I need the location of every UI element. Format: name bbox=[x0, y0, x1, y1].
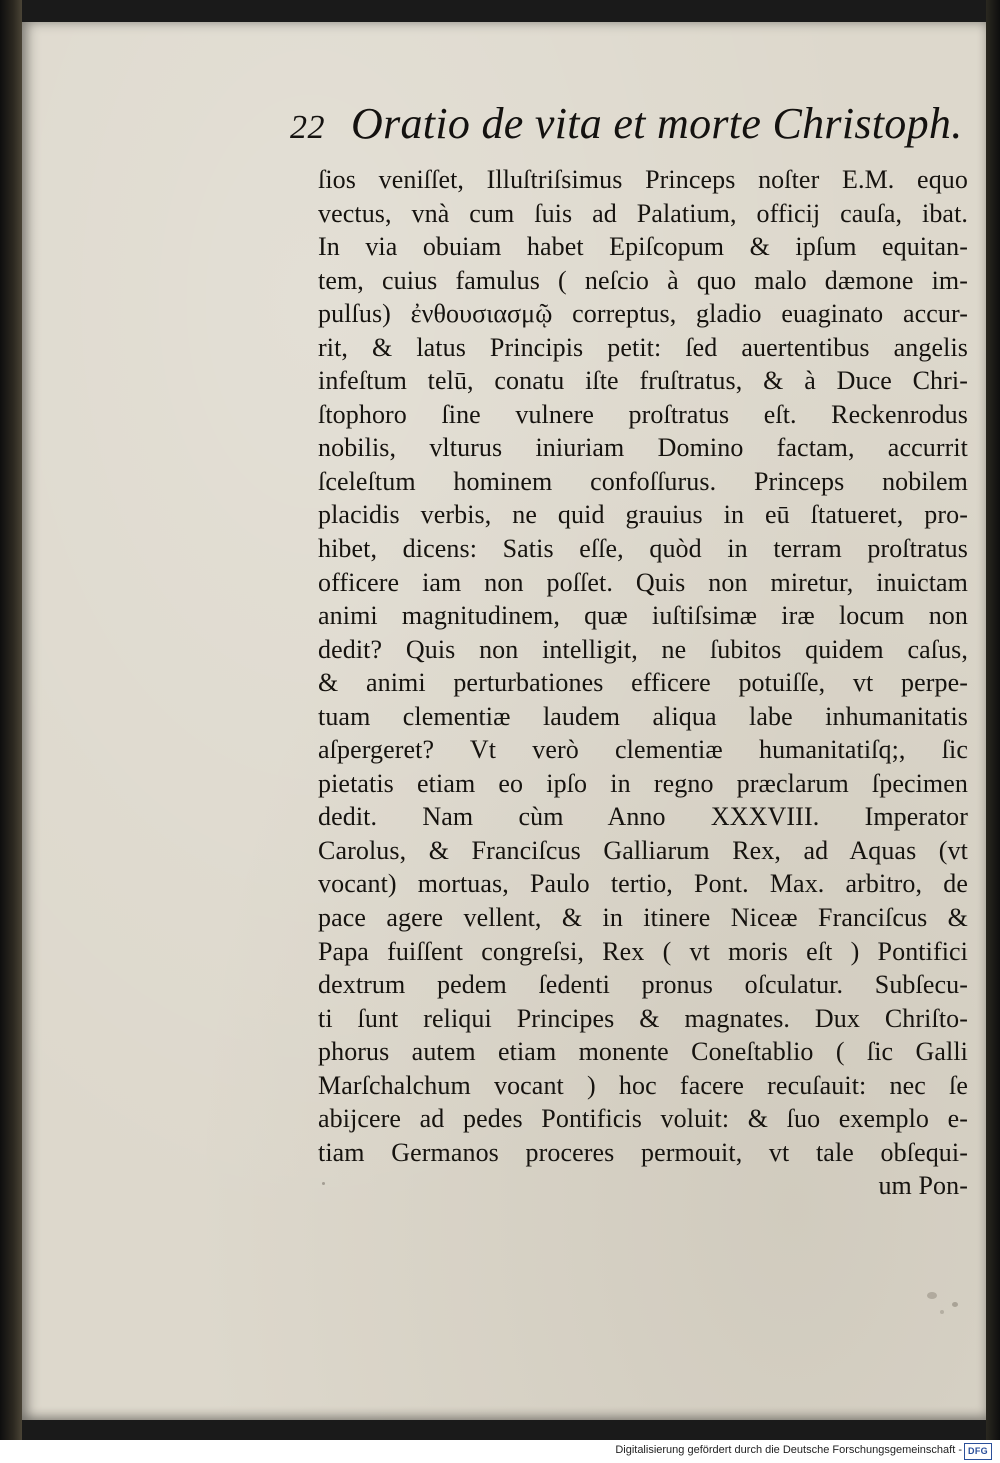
text-line: dedit. Nam cùm Anno XXXVIII. Imperator bbox=[318, 802, 968, 832]
text-line: In via obuiam habet Epiſcopum & ipſum equitan- bbox=[318, 232, 968, 262]
text-line: dedit? Quis non intelligit, ne ſubitos quidem caſus, bbox=[318, 634, 968, 664]
paper-speck bbox=[952, 1302, 958, 1307]
page-number: 22 bbox=[290, 109, 325, 146]
text-line: ti ſunt reliqui Principes & magnates. Dux Chriſto- bbox=[318, 1003, 968, 1033]
text-line: officere iam non poſſet. Quis non miretur, inuictam bbox=[318, 567, 968, 597]
book-spine-edge bbox=[0, 0, 22, 1440]
text-line: tem, cuius famulus ( neſcio à quo malo dæmone im- bbox=[318, 265, 968, 295]
funding-credit: Digitalisierung gefördert durch die Deutsche Forschungsgemeinschaft - bbox=[615, 1444, 962, 1456]
text-line: pulſus) ἐνθουσιασμῷ correptus, gladio euaginato accur- bbox=[318, 299, 968, 329]
text-line: Carolus, & Franciſcus Galliarum Rex, ad Aquas (vt bbox=[318, 835, 968, 865]
text-line: infeſtum telū, conatu iſte fruſtratus, & à Duce Chri- bbox=[318, 366, 968, 396]
text-line: pace agere vellent, & in itinere Niceæ Franciſcus & bbox=[318, 903, 968, 933]
text-line: ſtophoro ſine vulnere proſtratus eſt. Reckenrodus bbox=[318, 399, 968, 429]
paper-speck bbox=[940, 1310, 944, 1314]
text-line: ſios veniſſet, Illuſtriſsimus Princeps noſter E.M. equo bbox=[318, 165, 968, 194]
text-line: vectus, vnà cum ſuis ad Palatium, officij cauſa, ibat. bbox=[318, 198, 968, 228]
text-line: aſpergeret? Vt verò clementiæ humanitatiſq;, ſic bbox=[318, 735, 968, 765]
text-line: Papa fuiſſent congreſsi, Rex ( vt moris eſt ) Pontifici bbox=[318, 936, 968, 966]
digitization-footer bbox=[0, 1440, 1000, 1463]
paper-speck bbox=[927, 1292, 937, 1299]
catchword: um Pon- bbox=[878, 1171, 968, 1201]
text-line: tuam clementiæ laudem aliqua labe inhumanitatis bbox=[318, 701, 968, 731]
text-line: animi magnitudinem, quæ iuſtiſsimæ iræ locum non bbox=[318, 601, 968, 631]
scan-right-edge bbox=[986, 0, 1000, 1440]
text-line: ſceleſtum hominem confoſſurus. Princeps nobilem bbox=[318, 466, 968, 496]
dfg-logo-icon: DFG bbox=[964, 1443, 992, 1460]
text-line: phorus autem etiam monente Coneſtablio ( ſic Galli bbox=[318, 1037, 968, 1067]
body-text bbox=[318, 163, 968, 1203]
text-line: dextrum pedem ſedenti pronus oſculatur. Subſecu- bbox=[318, 970, 968, 1000]
text-line: hibet, dicens: Satis eſſe, quòd in terram proſtratus bbox=[318, 534, 968, 564]
text-line: nobilis, vlturus iniuriam Domino factam, accurrit bbox=[318, 433, 968, 463]
text-line: pietatis etiam eo ipſo in regno præclarum ſpecimen bbox=[318, 768, 968, 798]
text-line: Marſchalchum vocant ) hoc facere recuſauit: nec ſe bbox=[318, 1070, 968, 1100]
page-header bbox=[290, 98, 970, 158]
text-line: rit, & latus Principis petit: ſed auertentibus angelis bbox=[318, 332, 968, 362]
text-line: placidis verbis, ne quid grauius in eū ſtatueret, pro- bbox=[318, 500, 968, 530]
text-line: tiam Germanos proceres permouit, vt tale obſequi- bbox=[318, 1137, 968, 1167]
text-line: & animi perturbationes efficere potuiſſe, vt perpe- bbox=[318, 668, 968, 698]
text-line: vocant) mortuas, Paulo tertio, Pont. Max. arbitro, de bbox=[318, 869, 968, 899]
running-title: Oratio de vita et morte Christoph. bbox=[351, 99, 963, 148]
text-line: abijcere ad pedes Pontificis voluit: & ſuo exemplo e- bbox=[318, 1104, 968, 1134]
